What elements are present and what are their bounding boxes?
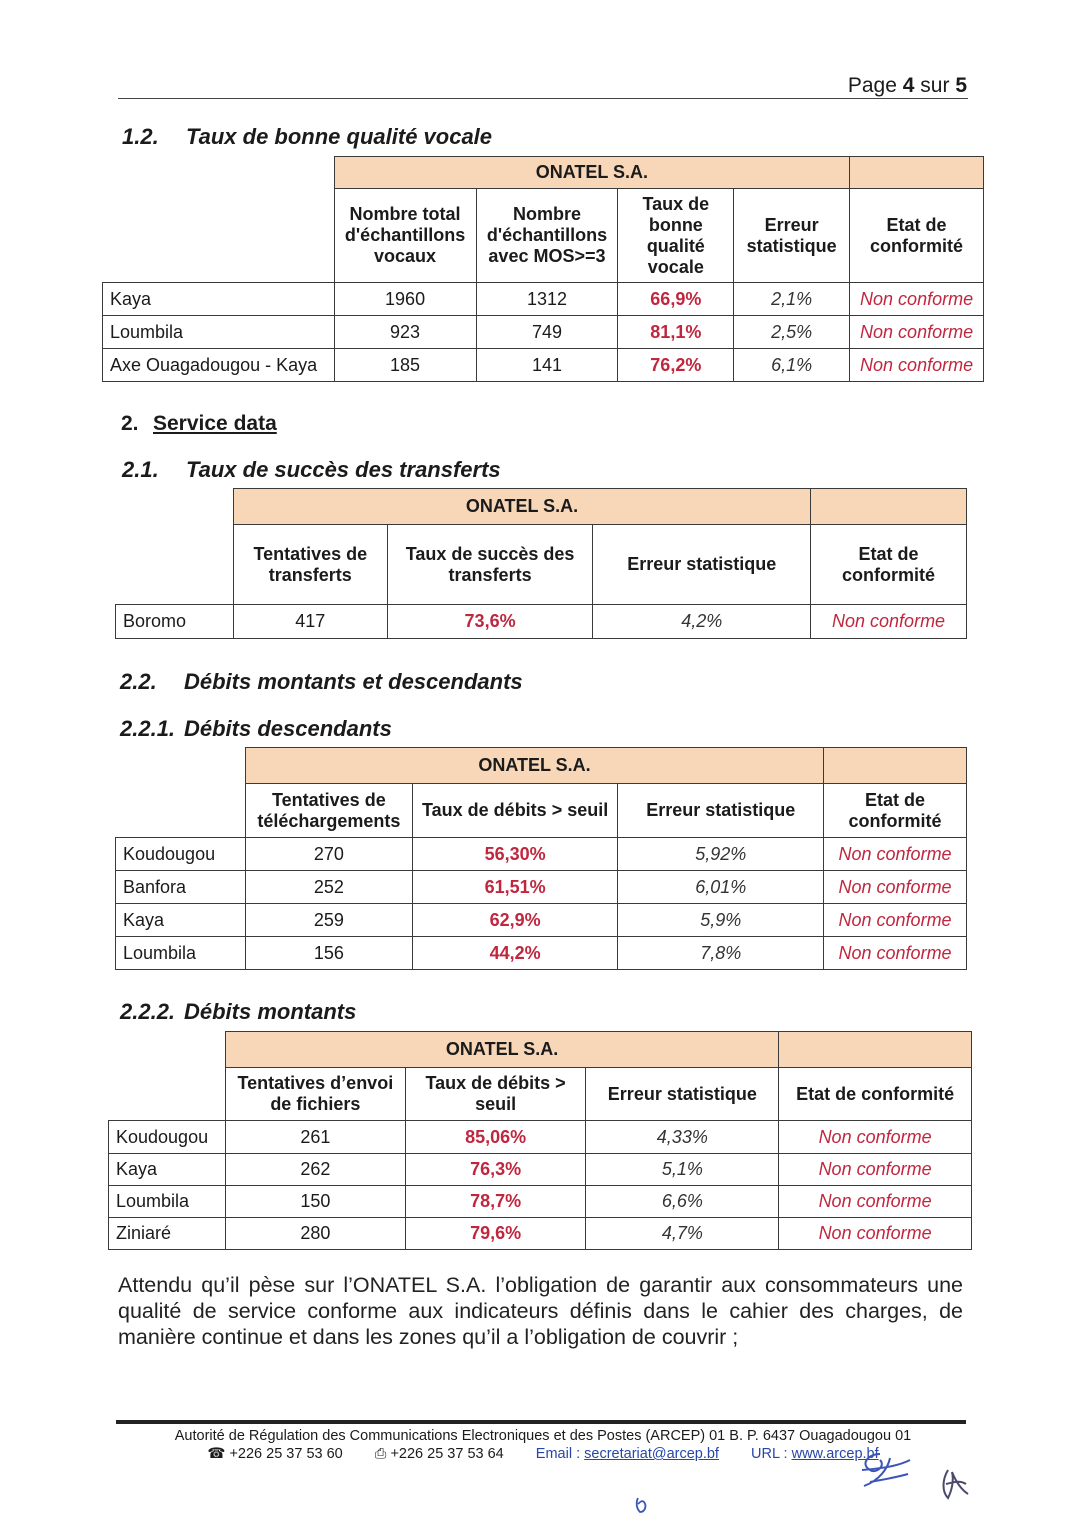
page-total: 5 xyxy=(955,74,967,97)
section-number: 2.2.2. xyxy=(120,999,176,1024)
handwritten-mark xyxy=(632,1494,652,1516)
table-row xyxy=(116,904,967,937)
section-2-2-heading xyxy=(120,669,523,695)
rate-cell: 78,7% xyxy=(405,1186,586,1218)
attempts-cell: 270 xyxy=(245,838,412,871)
section-number: 2.2. xyxy=(120,669,157,694)
upload-rate-table xyxy=(108,1031,972,1250)
conformity-cell: Non conforme xyxy=(811,605,967,639)
total-samples-cell: 185 xyxy=(334,349,476,382)
operator-header-blank xyxy=(811,489,967,525)
table-row xyxy=(109,1154,972,1186)
section-1-2-heading xyxy=(122,124,492,150)
section-title: Taux de bonne qualité vocale xyxy=(186,124,493,149)
conformity-cell: Non conforme xyxy=(779,1186,972,1218)
location-cell: Ziniaré xyxy=(109,1218,226,1250)
col-header: Tentatives de transferts xyxy=(233,525,387,605)
rate-cell: 73,6% xyxy=(387,605,593,639)
attempts-cell: 252 xyxy=(245,871,412,904)
transfer-success-table xyxy=(115,488,967,639)
col-header: Taux de débits > seuil xyxy=(412,784,618,838)
fax-icon: ⎙ xyxy=(374,1446,387,1462)
mos-samples-cell: 141 xyxy=(476,349,618,382)
error-cell: 6,1% xyxy=(734,349,850,382)
operator-header-blank xyxy=(779,1032,972,1068)
mos-samples-cell: 1312 xyxy=(476,283,618,316)
footer-url-label: URL : xyxy=(751,1446,788,1462)
footer-email-label: Email : xyxy=(535,1446,581,1462)
error-cell: 5,1% xyxy=(586,1154,779,1186)
mos-samples-cell: 749 xyxy=(476,316,618,349)
rate-cell: 79,6% xyxy=(405,1218,586,1250)
conformity-cell: Non conforme xyxy=(824,937,967,970)
rate-cell: 81,1% xyxy=(618,316,734,349)
footer-url-link[interactable]: www.arcep.bf xyxy=(791,1446,879,1462)
table-row xyxy=(116,838,967,871)
col-header: Etat de conformité xyxy=(824,784,967,838)
header-rule xyxy=(118,98,968,99)
col-header: Erreur statistique xyxy=(618,784,824,838)
phone-icon: ☎ xyxy=(207,1446,226,1462)
table-row xyxy=(103,283,984,316)
section-title: Débits descendants xyxy=(184,716,392,741)
table-row xyxy=(109,1121,972,1154)
footer-phone: +226 25 37 53 60 xyxy=(229,1446,343,1462)
col-header: Erreur statistique xyxy=(593,525,811,605)
rate-cell: 44,2% xyxy=(412,937,618,970)
attempts-cell: 259 xyxy=(245,904,412,937)
total-samples-cell: 923 xyxy=(334,316,476,349)
section-2-2-2-heading xyxy=(120,999,356,1025)
conformity-cell: Non conforme xyxy=(779,1218,972,1250)
conformity-cell: Non conforme xyxy=(850,316,984,349)
operator-header: ONATEL S.A. xyxy=(245,748,823,784)
section-title: Taux de succès des transferts xyxy=(186,457,501,482)
attempts-cell: 261 xyxy=(225,1121,405,1154)
table-row xyxy=(116,605,967,639)
rate-cell: 85,06% xyxy=(405,1121,586,1154)
page-number xyxy=(848,74,967,98)
col-header: Taux de bonne qualité vocale xyxy=(618,189,734,283)
location-cell: Loumbila xyxy=(103,316,335,349)
attempts-cell: 156 xyxy=(245,937,412,970)
operator-header-blank xyxy=(824,748,967,784)
conformity-cell: Non conforme xyxy=(824,838,967,871)
rate-cell: 62,9% xyxy=(412,904,618,937)
table-row xyxy=(116,871,967,904)
footer-address: Autorité de Régulation des Communications Electroniques et des Postes (ARCEP) 01 B. P. 6437 Ouagadougou 01 xyxy=(174,1428,912,1444)
col-header: Etat de conformité xyxy=(811,525,967,605)
location-cell: Banfora xyxy=(116,871,246,904)
attempts-cell: 417 xyxy=(233,605,387,639)
location-cell: Koudougou xyxy=(116,838,246,871)
operator-header-blank xyxy=(850,157,984,189)
col-header: Nombre total d'échantillons vocaux xyxy=(334,189,476,283)
section-2-heading xyxy=(121,412,277,436)
error-cell: 6,01% xyxy=(618,871,824,904)
total-samples-cell: 1960 xyxy=(334,283,476,316)
handwritten-signatures xyxy=(850,1440,980,1520)
location-cell: Kaya xyxy=(109,1154,226,1186)
error-cell: 4,2% xyxy=(593,605,811,639)
section-title: Débits montants xyxy=(184,999,357,1024)
location-cell: Koudougou xyxy=(109,1121,226,1154)
table-row xyxy=(116,937,967,970)
conformity-cell: Non conforme xyxy=(779,1154,972,1186)
location-cell: Loumbila xyxy=(116,937,246,970)
section-2-2-1-heading xyxy=(120,716,392,742)
voice-quality-table xyxy=(102,156,984,382)
col-header: Erreur statistique xyxy=(734,189,850,283)
error-cell: 6,6% xyxy=(586,1186,779,1218)
operator-header: ONATEL S.A. xyxy=(334,157,850,189)
rate-cell: 76,3% xyxy=(405,1154,586,1186)
error-cell: 5,92% xyxy=(618,838,824,871)
location-cell: Axe Ouagadougou - Kaya xyxy=(103,349,335,382)
attempts-cell: 262 xyxy=(225,1154,405,1186)
col-header: Taux de succès des transferts xyxy=(387,525,593,605)
page-sep: sur xyxy=(920,74,950,97)
footer-fax: +226 25 37 53 64 xyxy=(390,1446,504,1462)
col-header: Erreur statistique xyxy=(586,1068,779,1121)
conformity-cell: Non conforme xyxy=(824,871,967,904)
error-cell: 2,1% xyxy=(734,283,850,316)
operator-header: ONATEL S.A. xyxy=(233,489,810,525)
page-current: 4 xyxy=(902,74,915,97)
error-cell: 7,8% xyxy=(618,937,824,970)
section-number: 2.2.1. xyxy=(120,716,176,741)
rate-cell: 76,2% xyxy=(618,349,734,382)
error-cell: 4,7% xyxy=(586,1218,779,1250)
section-title: Débits montants et descendants xyxy=(184,669,523,694)
col-header: Taux de débits > seuil xyxy=(405,1068,586,1121)
section-number: 1.2. xyxy=(122,124,159,149)
download-rate-table xyxy=(115,747,967,970)
location-cell: Kaya xyxy=(116,904,246,937)
attempts-cell: 150 xyxy=(225,1186,405,1218)
rate-cell: 61,51% xyxy=(412,871,618,904)
attempts-cell: 280 xyxy=(225,1218,405,1250)
error-cell: 2,5% xyxy=(734,316,850,349)
footer-rule xyxy=(116,1420,966,1424)
col-header: Etat de conformité xyxy=(850,189,984,283)
table-row xyxy=(103,349,984,382)
conformity-cell: Non conforme xyxy=(779,1121,972,1154)
rate-cell: 66,9% xyxy=(618,283,734,316)
section-2-1-heading xyxy=(122,457,501,483)
section-number: 2.1. xyxy=(122,457,159,482)
footer-email-link[interactable]: secretariat@arcep.bf xyxy=(584,1446,719,1462)
location-cell: Boromo xyxy=(116,605,234,639)
location-cell: Loumbila xyxy=(109,1186,226,1218)
conformity-cell: Non conforme xyxy=(824,904,967,937)
col-header: Nombre d'échantillons avec MOS>=3 xyxy=(476,189,618,283)
table-row xyxy=(109,1218,972,1250)
col-header: Tentatives de téléchargements xyxy=(245,784,412,838)
section-title: Service data xyxy=(153,412,277,435)
operator-header: ONATEL S.A. xyxy=(225,1032,778,1068)
section-number: 2. xyxy=(121,412,139,435)
page-prefix: Page xyxy=(847,74,897,97)
conformity-cell: Non conforme xyxy=(850,349,984,382)
error-cell: 4,33% xyxy=(586,1121,779,1154)
table-row xyxy=(109,1186,972,1218)
location-cell: Kaya xyxy=(103,283,335,316)
rate-cell: 56,30% xyxy=(412,838,618,871)
conformity-cell: Non conforme xyxy=(850,283,984,316)
error-cell: 5,9% xyxy=(618,904,824,937)
col-header: Etat de conformité xyxy=(779,1068,972,1121)
table-row xyxy=(103,316,984,349)
col-header: Tentatives d’envoi de fichiers xyxy=(225,1068,405,1121)
footer-contacts xyxy=(118,1446,968,1462)
body-paragraph: Attendu qu’il pèse sur l’ONATEL S.A. l’obligation de garantir aux consommateurs une qualité de service conforme aux indicateurs définis dans le cahier des charges, de manière continue et dans les zones qu’il a l’obligation de couvrir ; xyxy=(118,1273,963,1349)
